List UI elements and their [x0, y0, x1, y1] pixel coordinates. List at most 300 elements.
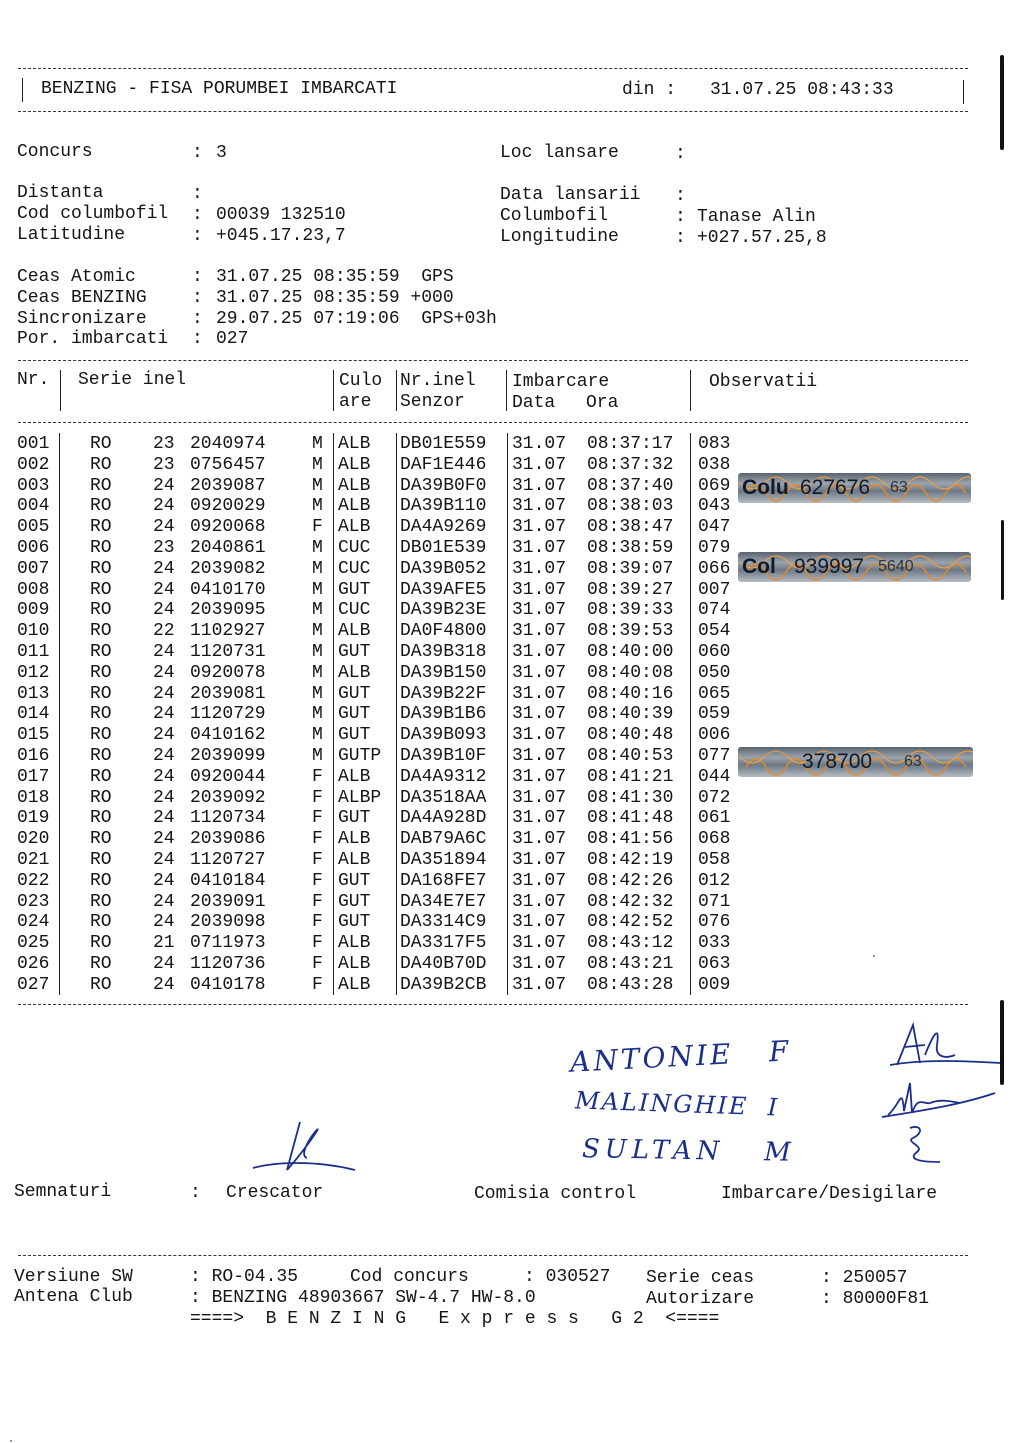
signature-commission-3 — [895, 1120, 955, 1170]
cell-ora: 08:42:52 — [587, 912, 674, 933]
cell-observatii: 066 — [698, 558, 731, 579]
cell-sex: M — [312, 558, 323, 579]
cell-an: 24 — [153, 662, 175, 683]
cell-senzor: DA168FE7 — [400, 870, 487, 891]
table-row — [0, 538, 760, 559]
table-row — [0, 434, 760, 455]
versiune-value: : RO-04.35 — [190, 1267, 299, 1287]
footer-banner: ====> B E N Z I N G E x p r e s s G 2 <==== — [190, 1309, 720, 1329]
cell-ora: 08:41:30 — [587, 787, 674, 808]
cell-sex: F — [312, 933, 323, 954]
cell-tara: RO — [90, 434, 112, 454]
cell-senzor: DA4A9269 — [400, 517, 487, 538]
ceas-atomic-label: Ceas Atomic — [17, 267, 136, 287]
cell-observatii: 065 — [698, 683, 731, 704]
cell-ora: 08:41:21 — [587, 766, 674, 787]
table-row — [0, 476, 760, 497]
col-header-imbarcare: Imbarcare — [512, 372, 610, 392]
cell-senzor: DA39B22F — [400, 683, 487, 704]
cell-observatii: 063 — [698, 954, 731, 974]
cell-sex: F — [312, 912, 323, 933]
cell-observatii: 071 — [698, 891, 731, 912]
autorizare-value: : 80000F81 — [821, 1289, 930, 1309]
cell-an: 23 — [153, 434, 175, 454]
data-lansarii-sep: : — [675, 186, 686, 206]
cell-sex: M — [312, 662, 323, 683]
cell-senzor: DA39B052 — [400, 558, 487, 579]
table-row — [0, 808, 760, 829]
cell-inel: 0711973 — [190, 933, 266, 954]
cell-observatii: 060 — [698, 642, 731, 662]
cell-sex: F — [312, 850, 323, 870]
cell-culoare: GUT — [338, 725, 371, 746]
cell-data: 31.07 — [512, 579, 567, 600]
concurs-label: Concurs — [17, 142, 93, 162]
cell-nr: 001 — [17, 434, 50, 454]
cell-sex: M — [312, 538, 323, 558]
cell-ora: 08:37:40 — [587, 475, 674, 496]
cell-observatii: 074 — [698, 600, 731, 621]
cell-tara: RO — [90, 829, 112, 850]
cell-tara: RO — [90, 600, 112, 621]
footer-rule — [18, 1255, 968, 1256]
cell-inel: 0410170 — [190, 579, 266, 600]
ceas-benzing-label: Ceas BENZING — [17, 288, 147, 308]
columbofil-label: Columbofil — [500, 206, 609, 226]
header-col-divider — [690, 370, 691, 411]
cell-tara: RO — [90, 746, 112, 766]
cell-sex: M — [312, 600, 323, 621]
cell-culoare: ALB — [338, 850, 371, 870]
cell-an: 24 — [153, 642, 175, 662]
cell-inel: 2039081 — [190, 683, 266, 704]
cell-an: 24 — [153, 787, 175, 808]
header-col-divider — [506, 370, 507, 411]
cell-senzor: DA39B1B6 — [400, 704, 487, 725]
cell-senzor: DA0F4800 — [400, 621, 487, 642]
cell-nr: 009 — [17, 600, 50, 621]
cell-nr: 015 — [17, 725, 50, 746]
cell-an: 24 — [153, 974, 175, 995]
cell-ora: 08:37:17 — [587, 434, 674, 454]
cell-sex: F — [312, 891, 323, 912]
header-din-value: 31.07.25 08:43:33 — [710, 80, 894, 100]
cell-senzor: DA40B70D — [400, 954, 487, 974]
cell-observatii: 044 — [698, 766, 731, 787]
col-header-nr: Nr. — [17, 370, 50, 390]
cell-senzor: DA39B23E — [400, 600, 487, 621]
body-col-divider — [507, 433, 508, 995]
cell-ora: 08:38:59 — [587, 538, 674, 558]
cell-nr: 008 — [17, 579, 50, 600]
cell-inel: 2040861 — [190, 538, 266, 558]
cell-culoare: ALB — [338, 517, 371, 538]
cell-nr: 018 — [17, 787, 50, 808]
cell-culoare: ALB — [338, 662, 371, 683]
longitudine-label: Longitudine — [500, 227, 619, 247]
cell-an: 24 — [153, 829, 175, 850]
sticker-tail: 63 — [904, 753, 922, 770]
cell-tara: RO — [90, 912, 112, 933]
cell-observatii: 012 — [698, 870, 731, 891]
cell-nr: 005 — [17, 517, 50, 538]
cell-observatii: 083 — [698, 434, 731, 454]
cell-inel: 1120734 — [190, 808, 266, 829]
cell-observatii: 033 — [698, 933, 731, 954]
table-row — [0, 455, 760, 476]
cell-an: 24 — [153, 808, 175, 829]
loc-lansare-sep: : — [675, 144, 686, 164]
cell-culoare: GUT — [338, 891, 371, 912]
serie-ceas-value: : 250057 — [821, 1268, 908, 1288]
cell-nr: 020 — [17, 829, 50, 850]
cell-senzor: DA34E7E7 — [400, 891, 487, 912]
cell-culoare: GUT — [338, 579, 371, 600]
header-col-divider — [60, 370, 61, 411]
cell-data: 31.07 — [512, 475, 567, 496]
table-rule-header — [18, 422, 968, 423]
cell-nr: 024 — [17, 912, 50, 933]
cell-senzor: DA39AFE5 — [400, 579, 487, 600]
cell-tara: RO — [90, 766, 112, 787]
body-col-divider — [59, 433, 60, 995]
cell-inel: 2039087 — [190, 475, 266, 496]
sticker-label: Colu — [742, 476, 789, 499]
cell-ora: 08:42:19 — [587, 850, 674, 870]
cell-data: 31.07 — [512, 912, 567, 933]
cell-senzor: DAB79A6C — [400, 829, 487, 850]
cell-tara: RO — [90, 787, 112, 808]
cell-data: 31.07 — [512, 600, 567, 621]
cell-senzor: DA39B318 — [400, 642, 487, 662]
ceas-benzing-value: 31.07.25 08:35:59 +000 — [216, 288, 454, 308]
table-row — [0, 496, 760, 517]
columbofil-sep: : — [675, 207, 686, 227]
table-row — [0, 912, 760, 933]
cell-inel: 2039091 — [190, 891, 266, 912]
cell-observatii: 047 — [698, 517, 731, 538]
comisia-label: Comisia control — [474, 1184, 637, 1204]
cell-sex: M — [312, 579, 323, 600]
cell-ora: 08:40:39 — [587, 704, 674, 725]
imbarcare-label: Imbarcare/Desigilare — [721, 1184, 938, 1204]
cell-tara: RO — [90, 891, 112, 912]
latitudine-sep: : — [192, 226, 203, 246]
table-row — [0, 559, 760, 580]
cell-ora: 08:38:03 — [587, 496, 674, 517]
cell-ora: 08:43:12 — [587, 933, 674, 954]
cell-culoare: GUT — [338, 704, 371, 725]
table-row — [0, 600, 760, 621]
cell-sex: F — [312, 870, 323, 891]
cell-data: 31.07 — [512, 954, 567, 974]
cod-columbofil-label: Cod columbofil — [17, 204, 169, 224]
cell-nr: 013 — [17, 683, 50, 704]
cell-sex: F — [312, 829, 323, 850]
cell-culoare: ALB — [338, 974, 371, 995]
cell-observatii: 038 — [698, 454, 731, 475]
cell-inel: 2039086 — [190, 829, 266, 850]
cell-nr: 026 — [17, 954, 50, 974]
cell-inel: 1120727 — [190, 850, 266, 870]
cell-nr: 004 — [17, 496, 50, 517]
handwritten-name-3: SULTAN M — [581, 1134, 796, 1168]
cell-nr: 002 — [17, 454, 50, 475]
cell-data: 31.07 — [512, 850, 567, 870]
cell-senzor: DB01E539 — [400, 538, 487, 558]
cell-an: 24 — [153, 891, 175, 912]
cell-tara: RO — [90, 517, 112, 538]
table-row — [0, 580, 760, 601]
cell-ora: 08:43:28 — [587, 974, 674, 995]
cell-tara: RO — [90, 808, 112, 829]
cell-tara: RO — [90, 662, 112, 683]
cell-an: 24 — [153, 850, 175, 870]
cell-culoare: ALBP — [338, 787, 382, 808]
cell-nr: 006 — [17, 538, 50, 558]
cell-ora: 08:39:33 — [587, 600, 674, 621]
cell-data: 31.07 — [512, 683, 567, 704]
cell-culoare: GUT — [338, 912, 371, 933]
concurs-sep: : — [192, 143, 203, 163]
ring-sticker — [738, 552, 971, 582]
cell-ora: 08:40:53 — [587, 746, 674, 766]
cell-an: 24 — [153, 496, 175, 517]
cell-inel: 1102927 — [190, 621, 266, 642]
table-row — [0, 725, 760, 746]
cell-tara: RO — [90, 725, 112, 746]
cell-tara: RO — [90, 579, 112, 600]
sincronizare-value: 29.07.25 07:19:06 GPS+03h — [216, 309, 497, 329]
ring-sticker — [738, 473, 971, 503]
table-row — [0, 933, 760, 954]
cell-nr: 027 — [17, 974, 50, 995]
table-row — [0, 642, 760, 663]
scan-edge-mark — [1000, 55, 1004, 150]
cell-observatii: 072 — [698, 787, 731, 808]
cell-inel: 0410184 — [190, 870, 266, 891]
cell-nr: 007 — [17, 558, 50, 579]
cod-concurs-value: : 030527 — [524, 1267, 611, 1287]
cell-an: 23 — [153, 454, 175, 475]
col-header-ora: Ora — [586, 393, 619, 413]
ceas-atomic-value: 31.07.25 08:35:59 GPS — [216, 267, 454, 287]
cell-data: 31.07 — [512, 766, 567, 787]
cod-columbofil-sep: : — [192, 205, 203, 225]
col-header-culoare-1: Culo — [339, 371, 383, 391]
cell-inel: 1120731 — [190, 642, 266, 662]
cell-culoare: CUC — [338, 538, 371, 558]
cell-data: 31.07 — [512, 746, 567, 766]
cell-sex: M — [312, 475, 323, 496]
cell-inel: 2040974 — [190, 434, 266, 454]
sticker-tail: 5640 — [878, 558, 914, 575]
longitudine-value: +027.57.25,8 — [697, 228, 827, 248]
cell-data: 31.07 — [512, 434, 567, 454]
cell-sex: F — [312, 766, 323, 787]
signature-crescator — [245, 1110, 360, 1185]
cell-nr: 014 — [17, 704, 50, 725]
cell-data: 31.07 — [512, 517, 567, 538]
cell-nr: 017 — [17, 766, 50, 787]
scan-speck — [873, 955, 875, 957]
cell-ora: 08:40:48 — [587, 725, 674, 746]
semnaturi-label: Semnaturi — [14, 1182, 112, 1202]
cell-observatii: 007 — [698, 579, 731, 600]
cell-senzor: DA3518AA — [400, 787, 487, 808]
table-row — [0, 892, 760, 913]
latitudine-value: +045.17.23,7 — [216, 226, 346, 246]
cell-nr: 011 — [17, 642, 50, 662]
cell-culoare: ALB — [338, 496, 371, 517]
cell-ora: 08:40:00 — [587, 642, 674, 662]
cell-observatii: 058 — [698, 850, 731, 870]
cell-inel: 2039092 — [190, 787, 266, 808]
cell-senzor: DA39B2CB — [400, 974, 487, 995]
cell-observatii: 076 — [698, 912, 731, 933]
cell-senzor: DA39B0F0 — [400, 475, 487, 496]
sticker-tail: 63 — [890, 479, 908, 496]
cell-nr: 012 — [17, 662, 50, 683]
cell-an: 24 — [153, 517, 175, 538]
cell-data: 31.07 — [512, 725, 567, 746]
col-header-observatii: Observatii — [709, 372, 818, 392]
ceas-benzing-sep: : — [192, 288, 203, 308]
cell-ora: 08:40:16 — [587, 683, 674, 704]
cell-senzor: DA39B093 — [400, 725, 487, 746]
cell-inel: 0410162 — [190, 725, 266, 746]
table-row — [0, 954, 760, 975]
cell-inel: 0756457 — [190, 454, 266, 475]
cell-tara: RO — [90, 683, 112, 704]
cell-data: 31.07 — [512, 496, 567, 517]
crescator-label: Crescator — [226, 1183, 324, 1203]
table-row — [0, 767, 760, 788]
col-header-data: Data — [512, 393, 556, 413]
header-col-divider — [333, 370, 334, 411]
cell-sex: M — [312, 746, 323, 766]
cell-observatii: 059 — [698, 704, 731, 725]
cell-observatii: 006 — [698, 725, 731, 746]
cell-senzor: DB01E559 — [400, 434, 487, 454]
cell-data: 31.07 — [512, 558, 567, 579]
cell-senzor: DA351894 — [400, 850, 487, 870]
cell-tara: RO — [90, 642, 112, 662]
cell-an: 24 — [153, 600, 175, 621]
cell-ora: 08:41:48 — [587, 808, 674, 829]
cell-senzor: DA4A928D — [400, 808, 487, 829]
cell-culoare: ALB — [338, 766, 371, 787]
cell-ora: 08:41:56 — [587, 829, 674, 850]
cell-tara: RO — [90, 496, 112, 517]
cell-ora: 08:42:32 — [587, 891, 674, 912]
cell-data: 31.07 — [512, 642, 567, 662]
cell-ora: 08:40:08 — [587, 662, 674, 683]
col-header-culoare-2: are — [339, 392, 372, 412]
cell-an: 24 — [153, 912, 175, 933]
table-row — [0, 850, 760, 871]
table-rule-bottom — [18, 1004, 968, 1005]
cell-culoare: GUT — [338, 683, 371, 704]
cell-data: 31.07 — [512, 870, 567, 891]
col-header-serie: Serie inel — [78, 370, 187, 390]
scan-speck — [10, 1440, 12, 1442]
cell-tara: RO — [90, 850, 112, 870]
cell-an: 24 — [153, 558, 175, 579]
cell-culoare: GUT — [338, 870, 371, 891]
sticker-number: 627676 — [800, 476, 871, 499]
cell-sex: M — [312, 642, 323, 662]
cell-senzor: DA4A9312 — [400, 766, 487, 787]
distanta-sep: : — [192, 184, 203, 204]
cell-nr: 023 — [17, 891, 50, 912]
cell-culoare: ALB — [338, 454, 371, 475]
cell-culoare: CUC — [338, 558, 371, 579]
ring-sticker — [738, 747, 973, 777]
cell-data: 31.07 — [512, 454, 567, 475]
handwritten-name-2: MALINGHIE I — [574, 1086, 780, 1122]
cell-observatii: 079 — [698, 538, 731, 558]
cell-inel: 2039098 — [190, 912, 266, 933]
cell-data: 31.07 — [512, 974, 567, 995]
cod-concurs-label: Cod concurs — [350, 1267, 469, 1287]
cell-tara: RO — [90, 558, 112, 579]
cell-an: 24 — [153, 579, 175, 600]
cell-senzor: DA39B110 — [400, 496, 487, 517]
cell-nr: 010 — [17, 621, 50, 642]
scan-edge-mark — [1001, 520, 1004, 600]
cell-culoare: GUT — [338, 808, 371, 829]
cell-sex: M — [312, 725, 323, 746]
table-row — [0, 517, 760, 538]
cell-tara: RO — [90, 704, 112, 725]
semnaturi-sep: : — [190, 1183, 201, 1203]
cell-observatii: 054 — [698, 621, 731, 642]
cell-senzor: DAF1E446 — [400, 454, 487, 475]
cell-data: 31.07 — [512, 704, 567, 725]
table-row — [0, 663, 760, 684]
header-din-label: din : — [622, 80, 677, 100]
cell-inel: 0410178 — [190, 974, 266, 995]
cell-an: 24 — [153, 683, 175, 704]
cell-sex: M — [312, 621, 323, 642]
sticker-number: 378700 — [802, 750, 873, 773]
cell-nr: 003 — [17, 475, 50, 496]
cell-nr: 016 — [17, 746, 50, 766]
autorizare-label: Autorizare — [646, 1289, 755, 1309]
cell-sex: F — [312, 808, 323, 829]
concurs-value: 3 — [216, 143, 227, 163]
cell-observatii: 068 — [698, 829, 731, 850]
ceas-atomic-sep: : — [192, 267, 203, 287]
cell-data: 31.07 — [512, 808, 567, 829]
antena-value: : BENZING 48903667 SW-4.7 HW-8.0 — [190, 1288, 536, 1308]
cell-an: 24 — [153, 746, 175, 766]
cell-culoare: GUTP — [338, 746, 382, 766]
cell-an: 24 — [153, 766, 175, 787]
body-col-divider — [333, 433, 334, 995]
sincronizare-sep: : — [192, 309, 203, 329]
cell-sex: M — [312, 704, 323, 725]
cell-observatii: 009 — [698, 974, 731, 995]
cod-columbofil-value: 00039 132510 — [216, 205, 346, 225]
signature-commission-1 — [885, 1015, 1005, 1075]
cell-an: 24 — [153, 870, 175, 891]
cell-ora: 08:39:07 — [587, 558, 674, 579]
cell-sex: F — [312, 974, 323, 995]
cell-tara: RO — [90, 870, 112, 891]
sincronizare-label: Sincronizare — [17, 309, 147, 329]
